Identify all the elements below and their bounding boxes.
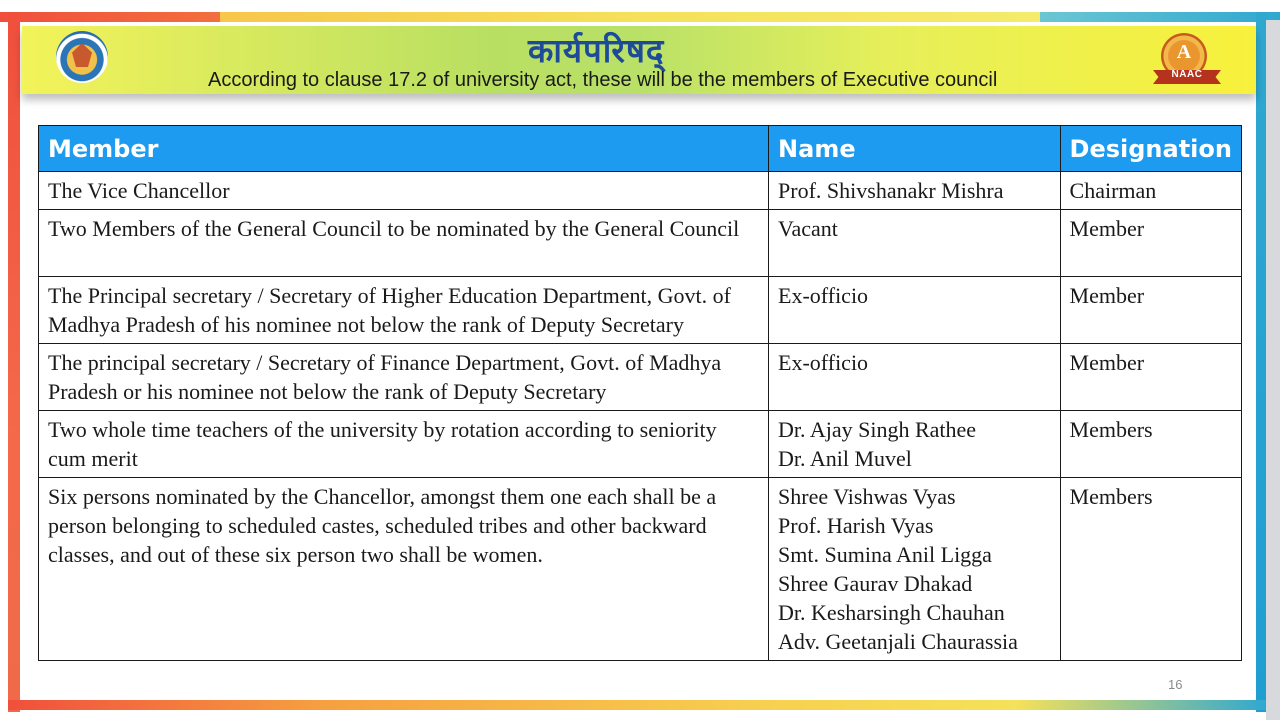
- page-title: कार्यपरिषद्: [528, 31, 665, 70]
- table-header-row: [39, 126, 1242, 172]
- name-cell: [769, 210, 1060, 277]
- naac-grade-badge-icon: [1153, 33, 1221, 87]
- member-cell: The Vice Chancellor: [39, 172, 769, 210]
- column-header-member: Member: [39, 126, 769, 172]
- page-subtitle: According to clause 17.2 of university act, these will be the members of Executive council: [208, 69, 998, 91]
- member-name: Prof. Harish Vyas: [778, 513, 934, 538]
- column-header-name: Name: [769, 126, 1060, 172]
- frame-bottom-strip: [8, 700, 1268, 710]
- designation-cell: Members: [1060, 478, 1241, 661]
- member-cell: Two Members of the General Council to be nominated by the General Council: [39, 210, 769, 277]
- table-row: [39, 344, 1242, 411]
- column-header-designation: Designation: [1060, 126, 1241, 172]
- university-emblem-icon: [56, 31, 108, 83]
- member-cell: The principal secretary / Secretary of Finance Department, Govt. of Madhya Pradesh or his nominee not below the rank of Deputy Secretary: [39, 344, 769, 411]
- member-cell: Six persons nominated by the Chancellor, amongst them one each shall be a person belonging to scheduled castes, scheduled tribes and other backward classes, and out of these six person two shall be women.: [39, 478, 769, 661]
- table-row: [39, 277, 1242, 344]
- table-row: [39, 478, 1242, 661]
- member-name: Ex-officio: [778, 283, 869, 308]
- page-number: 16: [1168, 677, 1183, 692]
- member-cell: The Principal secretary / Secretary of Higher Education Department, Govt. of Madhya Pradesh of his nominee not below the rank of Deputy Secretary: [39, 277, 769, 344]
- member-name: Dr. Kesharsingh Chauhan: [778, 600, 1005, 625]
- frame-top-right-strip: [1040, 12, 1280, 22]
- name-cell: [769, 277, 1060, 344]
- table-row: [39, 411, 1242, 478]
- name-cell: [769, 411, 1060, 478]
- designation-cell: Member: [1060, 344, 1241, 411]
- member-name: Shree Gaurav Dhakad: [778, 571, 973, 596]
- member-name: Ex-officio: [778, 350, 869, 375]
- member-name: Dr. Anil Muvel: [778, 446, 912, 471]
- naac-badge-grade: A: [1176, 41, 1192, 63]
- member-name: Vacant: [778, 216, 838, 241]
- name-cell: [769, 172, 1060, 210]
- designation-cell: Chairman: [1060, 172, 1241, 210]
- page-shadow: [1266, 20, 1280, 720]
- table-row: [39, 210, 1242, 277]
- executive-council-table: [38, 125, 1242, 661]
- designation-cell: Member: [1060, 210, 1241, 277]
- table-row: [39, 172, 1242, 210]
- table-body: [39, 172, 1242, 661]
- frame-left-strip: [8, 12, 20, 712]
- designation-cell: Member: [1060, 277, 1241, 344]
- designation-cell: Members: [1060, 411, 1241, 478]
- name-cell: [769, 478, 1060, 661]
- member-name: Prof. Shivshanakr Mishra: [778, 178, 1004, 203]
- frame-top-mid-strip: [220, 12, 1060, 22]
- name-cell: [769, 344, 1060, 411]
- member-name: Dr. Ajay Singh Rathee: [778, 417, 977, 442]
- member-name: Adv. Geetanjali Chaurassia: [778, 629, 1018, 654]
- member-name: Shree Vishwas Vyas: [778, 484, 956, 509]
- naac-badge-label: NAAC: [1171, 69, 1203, 80]
- member-name: Smt. Sumina Anil Ligga: [778, 542, 992, 567]
- member-cell: Two whole time teachers of the university by rotation according to seniority cum merit: [39, 411, 769, 478]
